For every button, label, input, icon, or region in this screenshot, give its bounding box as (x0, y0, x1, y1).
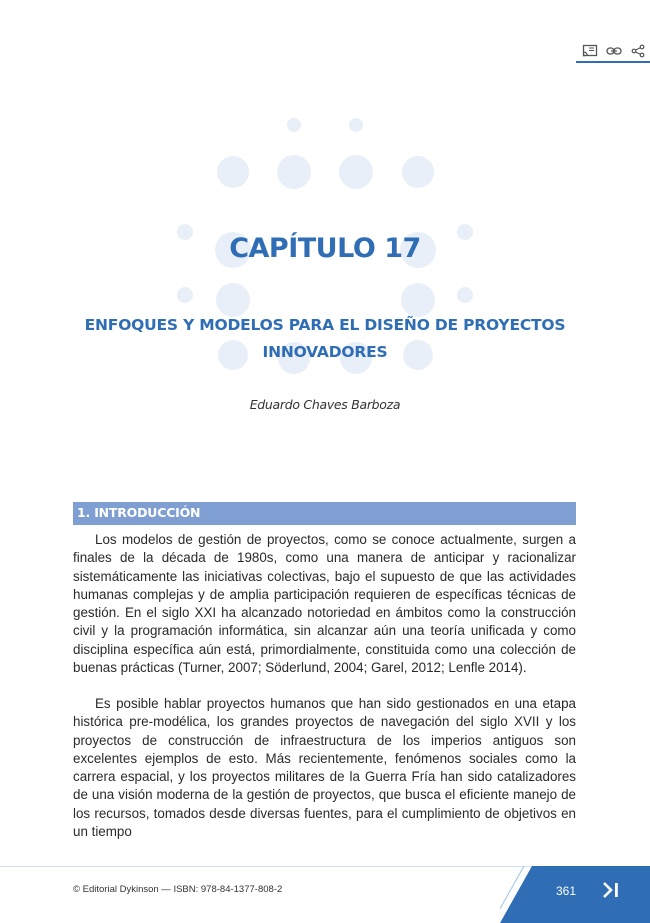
chapter-subtitle-line: INNOVADORES (262, 343, 388, 361)
paragraph-text: Los modelos de gestión de proyectos, como se conoce actualmente, surgen a finales de la década de 1980s, como una manera de anticipar y racionalizar sistemáticamente las iniciativas colectivas, bajo el supuesto de que las actividades humanas complejas y de amplia participación requieren de específicas técnicas de gestión. En el siglo XXI ha alcanzado notoriedad en ámbitos como la construcción civil y la programación informática, sin alcanzar aún una teoría unificada y como disciplina específica aún está, primordialmente, constituida como una colección de buenas prácticas (Turner, 2007; Söderlund, 2004; Garel, 2012; Lenfle 2014). (73, 532, 576, 676)
section-title: 1. INTRODUCCIÓN (77, 505, 201, 520)
section-heading-bar (73, 502, 576, 525)
page-number: 361 (555, 884, 577, 898)
paragraph (73, 695, 576, 841)
next-page-icon[interactable] (600, 880, 624, 900)
publisher-credit: © Editorial Dykinson — ISBN: 978-84-1377-808-2 (73, 884, 283, 895)
chapter-subtitle (60, 312, 590, 366)
chapter-subtitle-line: ENFOQUES Y MODELOS PARA EL DISEÑO DE PROYECTOS (84, 316, 566, 334)
paragraph (73, 531, 576, 677)
author-name: Eduardo Chaves Barboza (249, 397, 401, 412)
footer-divider (0, 866, 536, 867)
paragraph-text: Es posible hablar proyectos humanos que han sido gestionados en una etapa histórica pre-modélica, los grandes proyectos de navegación del siglo XVII y los proyectos de construcción de infraestructura de los imperios antiguos son excelentes ejemplos de esto. Más recientemente, fenómenos sociales como la carrera espacial, y los proyectos militares de la Guerra Fría han sido catalizadores de una visión moderna de la gestión de proyectos, que busca el eficiente manejo de los recursos, tomados desde diversas fuentes, para el cumplimiento de objetivos en un tiempo (73, 696, 576, 840)
chapter-title: CAPÍTULO 17 (229, 233, 421, 264)
